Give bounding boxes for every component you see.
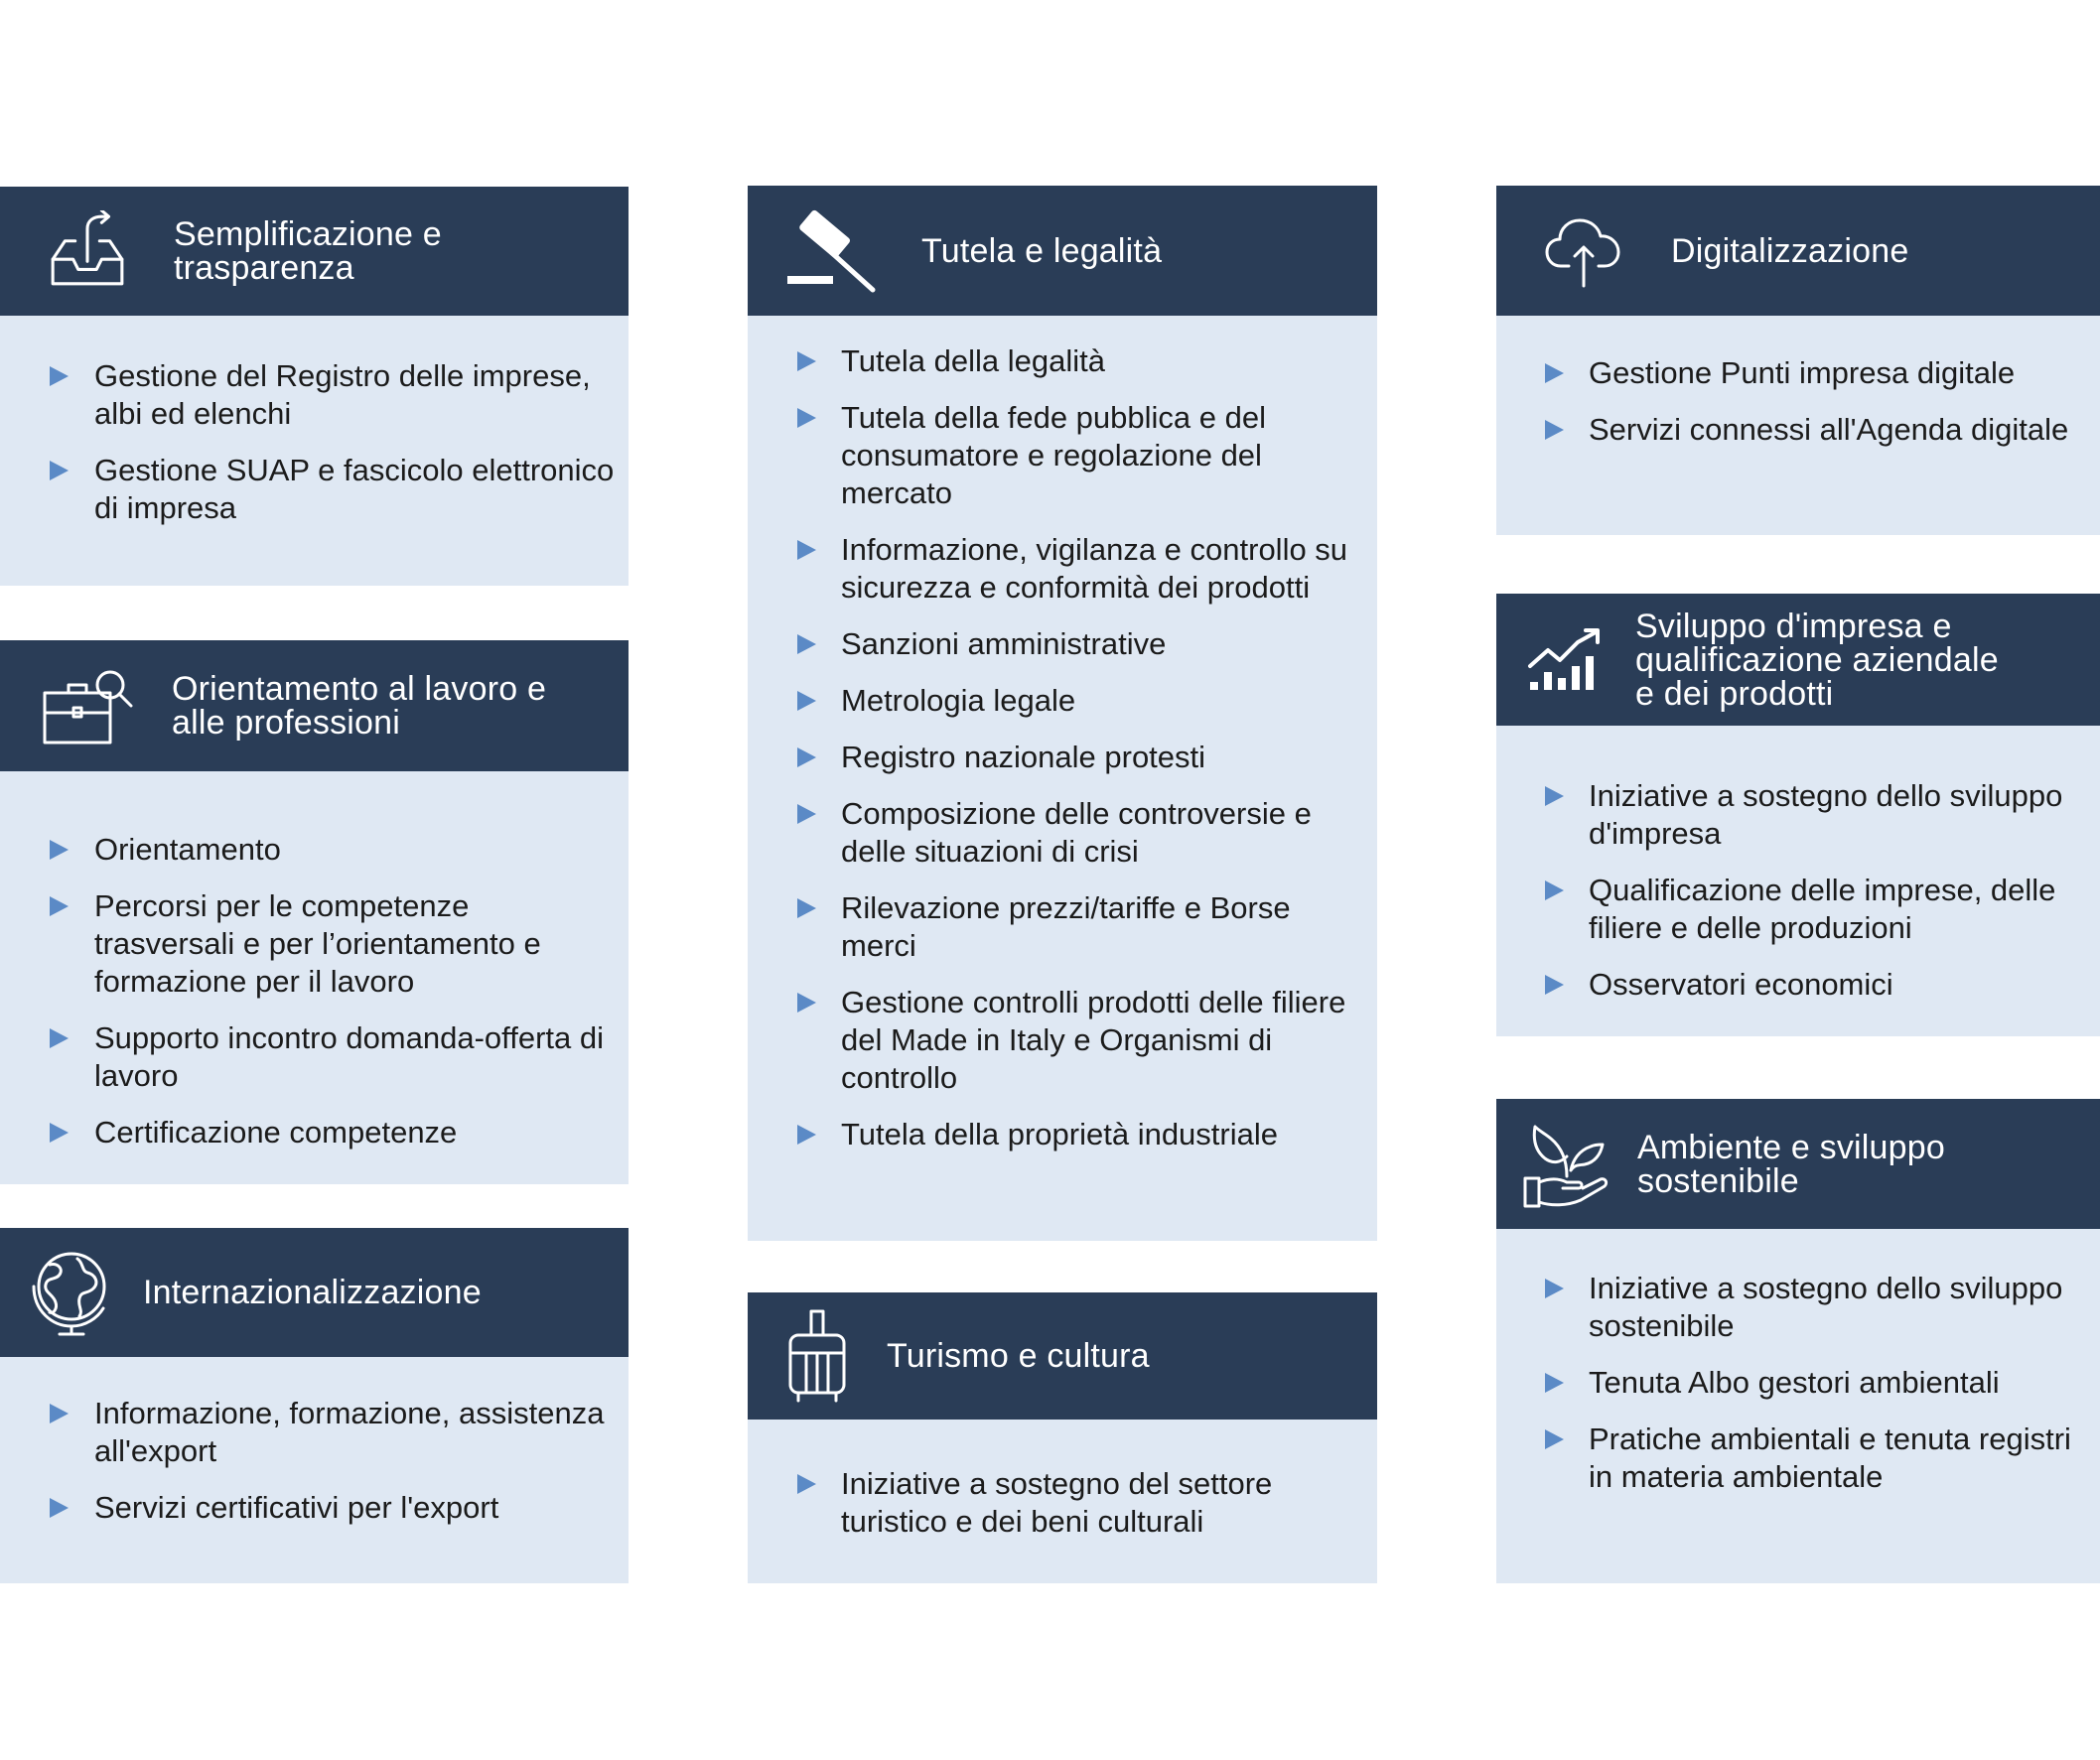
card-header xyxy=(1496,1099,2100,1229)
card-title: Ambiente e sviluppo sostenibile xyxy=(1637,1128,1945,1200)
gavel-icon xyxy=(748,208,921,294)
card-header xyxy=(1496,186,2100,316)
item-list xyxy=(0,831,629,1170)
item-list xyxy=(1496,777,2100,1022)
list-item: Pratiche ambientali e tenuta registri in materia ambientale xyxy=(1545,1421,2100,1496)
inbox-upload-icon xyxy=(0,210,174,292)
bullet-arrow-icon xyxy=(797,993,816,1013)
list-item: Tutela della proprietà industriale xyxy=(797,1116,1377,1153)
card-title: Semplificazione e trasparenza xyxy=(174,215,442,287)
card-header xyxy=(0,1228,629,1357)
list-item: Supporto incontro domanda-offerta di lavoro xyxy=(50,1019,629,1095)
bullet-arrow-icon xyxy=(1545,975,1564,995)
bullet-arrow-icon xyxy=(797,691,816,711)
cloud-upload-icon xyxy=(1496,214,1671,288)
bullet-arrow-icon xyxy=(797,898,816,918)
list-item: Informazione, formazione, assistenza all'export xyxy=(50,1395,629,1470)
bullet-arrow-icon xyxy=(1545,1429,1564,1449)
item-list xyxy=(1496,354,2100,468)
globe-icon xyxy=(0,1247,143,1338)
list-item: Servizi certificativi per l'export xyxy=(50,1489,629,1527)
card-tutela xyxy=(748,186,1377,1241)
card-header xyxy=(748,1292,1377,1420)
bullet-arrow-icon xyxy=(797,634,816,654)
item-list xyxy=(1496,1270,2100,1515)
card-turismo xyxy=(748,1292,1377,1583)
list-item: Gestione controlli prodotti delle filiere del Made in Italy e Organismi di controllo xyxy=(797,984,1377,1097)
list-item: Registro nazionale protesti xyxy=(797,739,1377,776)
bullet-arrow-icon xyxy=(1545,420,1564,440)
card-title: Internazionalizzazione xyxy=(143,1274,482,1311)
bullet-arrow-icon xyxy=(1545,1373,1564,1393)
growth-chart-icon xyxy=(1496,626,1635,694)
bullet-arrow-icon xyxy=(50,840,69,860)
bullet-arrow-icon xyxy=(797,408,816,428)
list-item: Gestione del Registro delle imprese, albi ed elenchi xyxy=(50,357,629,433)
card-title: Sviluppo d'impresa e qualificazione aziendale e dei prodotti xyxy=(1635,607,1999,713)
list-item: Rilevazione prezzi/tariffe e Borse merci xyxy=(797,889,1377,965)
list-item: Sanzioni amministrative xyxy=(797,625,1377,663)
list-item: Iniziative a sostegno del settore turistico e dei beni culturali xyxy=(797,1465,1377,1541)
card-digitalizzazione xyxy=(1496,186,2100,535)
item-list xyxy=(0,357,629,546)
item-list xyxy=(748,342,1377,1172)
card-title: Turismo e cultura xyxy=(887,1337,1150,1375)
card-header xyxy=(1496,594,2100,726)
card-header xyxy=(0,640,629,771)
card-title: Digitalizzazione xyxy=(1671,231,1909,270)
bullet-arrow-icon xyxy=(50,366,69,386)
card-internazionalizzazione xyxy=(0,1228,629,1583)
list-item: Composizione delle controversie e delle situazioni di crisi xyxy=(797,795,1377,871)
bullet-arrow-icon xyxy=(50,1498,69,1518)
bullet-arrow-icon xyxy=(797,540,816,560)
card-ambiente xyxy=(1496,1099,2100,1583)
card-orientamento xyxy=(0,640,629,1184)
bullet-arrow-icon xyxy=(797,747,816,767)
item-list xyxy=(748,1465,1377,1559)
plant-hand-icon xyxy=(1496,1119,1637,1210)
list-item: Certificazione competenze xyxy=(50,1114,629,1151)
briefcase-search-icon xyxy=(0,663,172,748)
card-sviluppo xyxy=(1496,594,2100,1036)
bullet-arrow-icon xyxy=(1545,786,1564,806)
suitcase-icon xyxy=(748,1307,887,1405)
list-item: Tenuta Albo gestori ambientali xyxy=(1545,1364,2100,1402)
bullet-arrow-icon xyxy=(1545,363,1564,383)
item-list xyxy=(0,1395,629,1546)
card-title: Orientamento al lavoro e alle professioni xyxy=(172,670,547,742)
list-item: Iniziative a sostegno dello sviluppo sostenibile xyxy=(1545,1270,2100,1345)
bullet-arrow-icon xyxy=(797,1125,816,1145)
bullet-arrow-icon xyxy=(50,896,69,916)
list-item: Iniziative a sostegno dello sviluppo d'impresa xyxy=(1545,777,2100,853)
bullet-arrow-icon xyxy=(1545,1279,1564,1298)
bullet-arrow-icon xyxy=(797,1474,816,1494)
list-item: Gestione Punti impresa digitale xyxy=(1545,354,2100,392)
list-item: Metrologia legale xyxy=(797,682,1377,720)
list-item: Servizi connessi all'Agenda digitale xyxy=(1545,411,2100,449)
list-item: Percorsi per le competenze trasversali e per l’orientamento e formazione per il lavoro xyxy=(50,887,629,1001)
bullet-arrow-icon xyxy=(50,1123,69,1143)
list-item: Informazione, vigilanza e controllo su sicurezza e conformità dei prodotti xyxy=(797,531,1377,607)
bullet-arrow-icon xyxy=(797,351,816,371)
card-title: Tutela e legalità xyxy=(921,231,1163,270)
list-item: Tutela della fede pubblica e del consumatore e regolazione del mercato xyxy=(797,399,1377,512)
list-item: Orientamento xyxy=(50,831,629,869)
bullet-arrow-icon xyxy=(50,1028,69,1048)
card-semplificazione xyxy=(0,187,629,586)
list-item: Qualificazione delle imprese, delle filiere e delle produzioni xyxy=(1545,872,2100,947)
card-header xyxy=(748,186,1377,316)
list-item: Gestione SUAP e fascicolo elettronico di impresa xyxy=(50,452,629,527)
bullet-arrow-icon xyxy=(797,804,816,824)
card-header xyxy=(0,187,629,316)
bullet-arrow-icon xyxy=(1545,880,1564,900)
bullet-arrow-icon xyxy=(50,461,69,480)
bullet-arrow-icon xyxy=(50,1404,69,1423)
list-item: Tutela della legalità xyxy=(797,342,1377,380)
list-item: Osservatori economici xyxy=(1545,966,2100,1004)
